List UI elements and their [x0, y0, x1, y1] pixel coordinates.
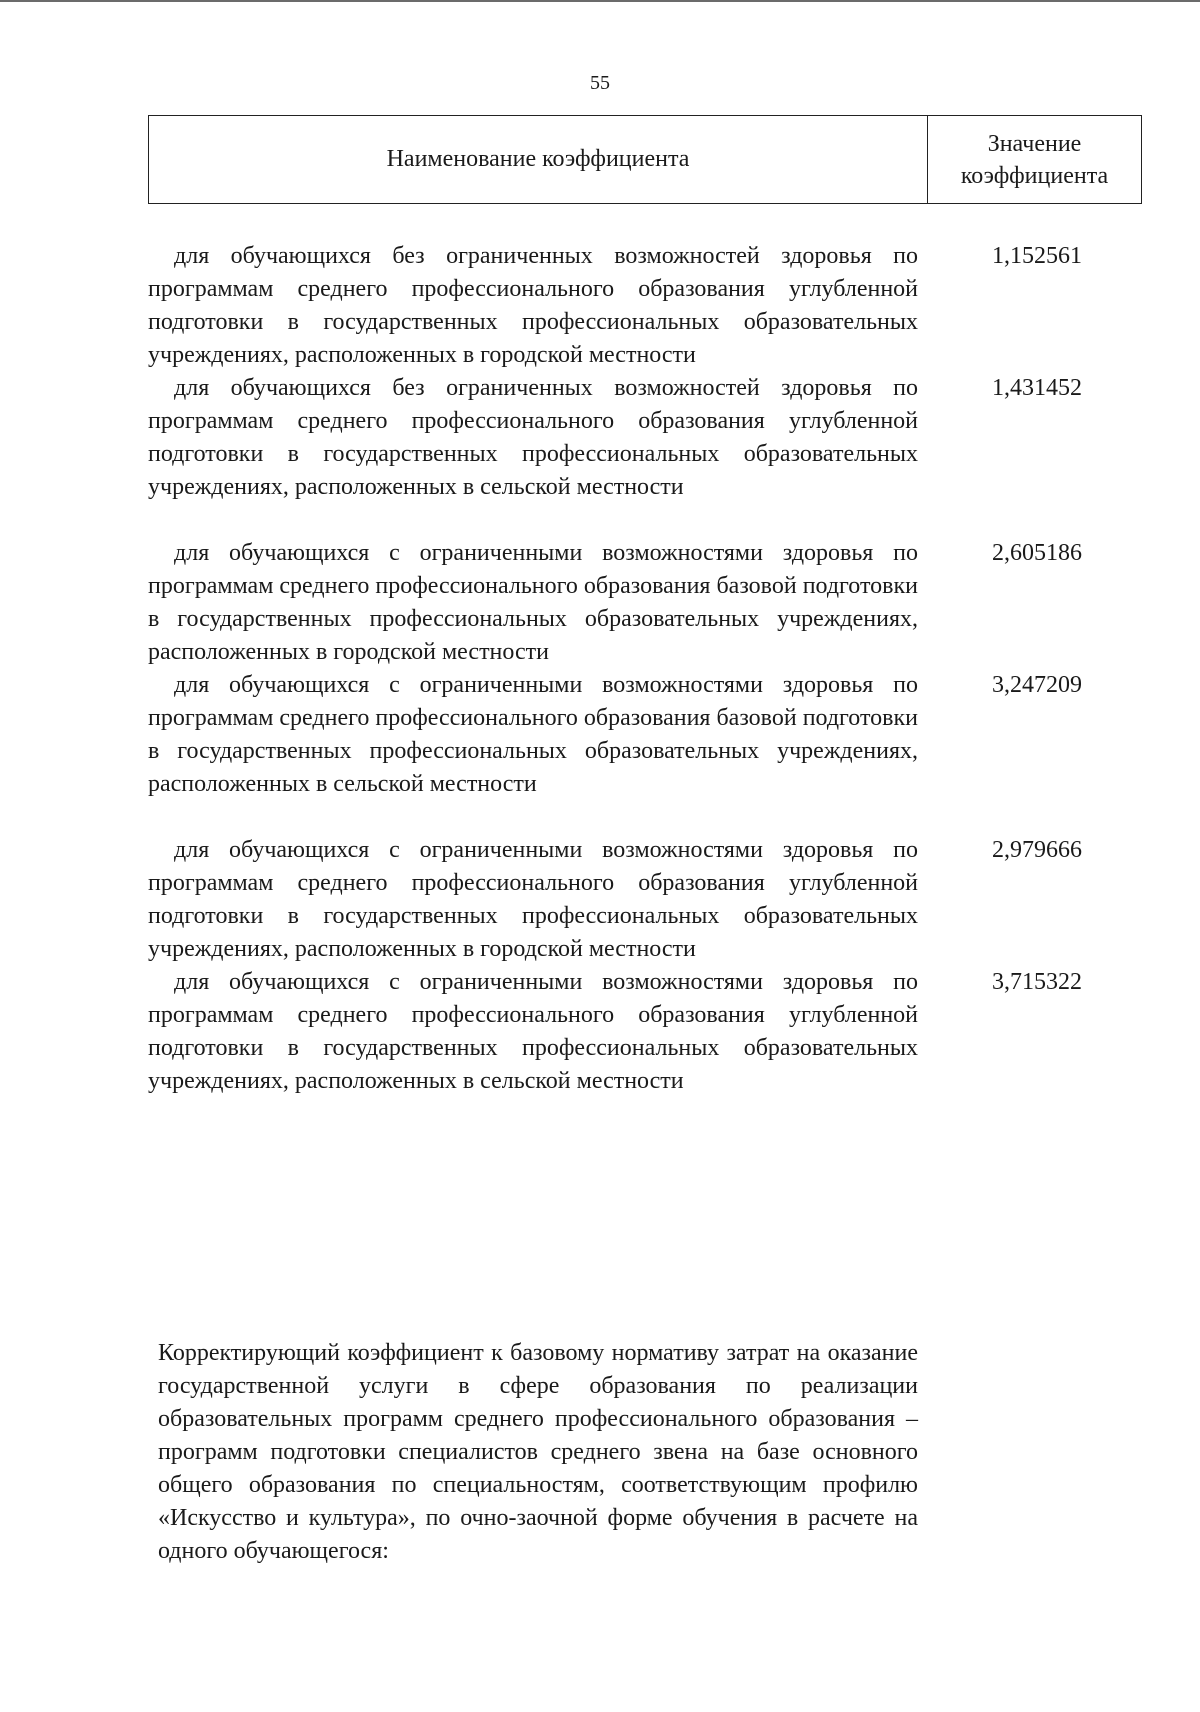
- row-value: 1,152561: [992, 243, 1082, 269]
- coefficient-table-body: [148, 240, 1142, 1098]
- row-spacer: [148, 504, 1142, 537]
- row-value: 3,247209: [992, 672, 1082, 698]
- row-description: для обучающихся без ограниченных возможностей здоровья по программам среднего профессионального образования углубленной подготовки в государственных профессиональных образовательных учреждениях, расположенных в городской местности: [148, 243, 918, 368]
- table-row: [148, 537, 1142, 669]
- page-number: 55: [590, 72, 610, 94]
- row-value: 2,605186: [992, 540, 1082, 566]
- table-row: [148, 372, 1142, 504]
- row-value: 3,715322: [992, 969, 1082, 995]
- row-description: для обучающихся с ограниченными возможностями здоровья по программам среднего профессионального образования базовой подготовки в государственных профессиональных образовательных учреждениях, расположенных в сельской местности: [148, 672, 918, 797]
- table-row: [148, 669, 1142, 801]
- table-header: [148, 115, 1142, 204]
- row-spacer: [148, 801, 1142, 834]
- header-value-column: Значение коэффициента: [960, 130, 1109, 189]
- page-top-edge: [0, 0, 1200, 2]
- row-description: для обучающихся с ограниченными возможностями здоровья по программам среднего профессионального образования углубленной подготовки в государственных профессиональных образовательных учреждениях, расположенных в сельской местности: [148, 969, 918, 1094]
- header-name-column: Наименование коэффициента: [149, 116, 928, 203]
- row-description: для обучающихся с ограниченными возможностями здоровья по программам среднего профессионального образования базовой подготовки в государственных профессиональных образовательных учреждениях, расположенных в городской местности: [148, 540, 918, 665]
- row-description: для обучающихся без ограниченных возможностей здоровья по программам среднего профессионального образования углубленной подготовки в государственных профессиональных образовательных учреждениях, расположенных в сельской местности: [148, 375, 918, 500]
- table-row: [148, 240, 1142, 372]
- closing-paragraph: Корректирующий коэффициент к базовому нормативу затрат на оказание государственной услуги в сфере образования по реализации образовательных программ среднего профессионального образования – программ подготовки специалистов среднего звена на базе основного общего образования по специальностям, соответствующим профилю «Искусство и культура», по очно-заочной форме обучения в расчете на одного обучающегося:: [158, 1340, 918, 1564]
- table-row: [148, 966, 1142, 1098]
- row-value: 2,979666: [992, 837, 1082, 863]
- table-row: [148, 834, 1142, 966]
- row-value: 1,431452: [992, 375, 1082, 401]
- row-description: для обучающихся с ограниченными возможностями здоровья по программам среднего профессионального образования углубленной подготовки в государственных профессиональных образовательных учреждениях, расположенных в городской местности: [148, 837, 918, 962]
